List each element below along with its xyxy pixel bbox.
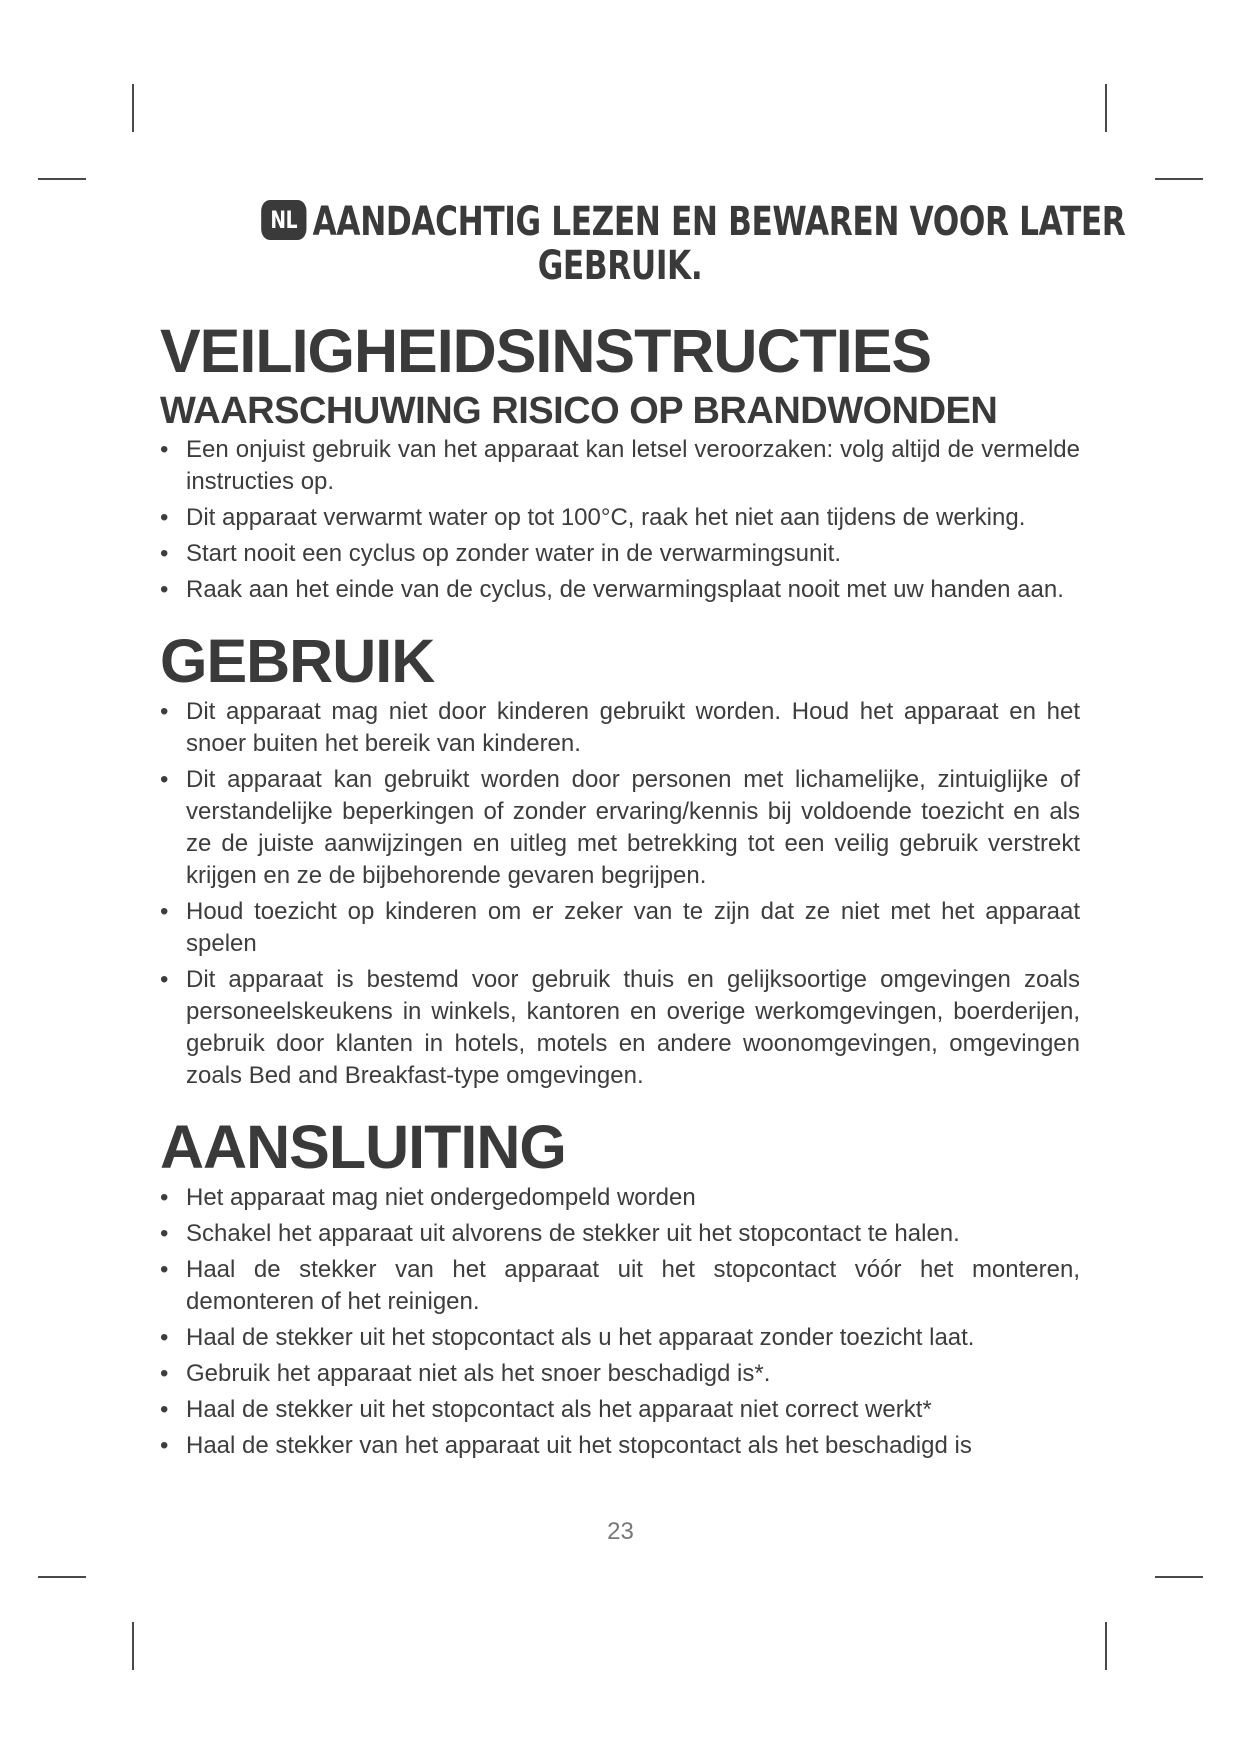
list-item [160,896,1080,960]
top-heading [261,199,1126,289]
list-item-text: Schakel het apparaat uit alvorens de stekker uit het stopcontact te halen. [186,1220,960,1247]
list-item-text: Een onjuist gebruik van het apparaat kan letsel veroorzaken: volg altijd de vermelde instructies op. [186,436,1080,495]
bullet-icon: • [160,436,169,463]
list-item-text: Dit apparaat verwarmt water op tot 100°C, raak het niet aan tijdens de werking. [186,504,1026,531]
crop-mark-top-left-horizontal [38,178,86,180]
usage-section [160,628,1080,1092]
list-item [160,1254,1080,1318]
list-item [160,696,1080,760]
top-heading-text-1: AANDACHTIG LEZEN EN BEWAREN VOOR LATER [312,199,1126,245]
crop-mark-top-right-horizontal [1155,178,1203,180]
bullet-icon: • [160,1324,169,1351]
safety-section [160,318,1080,606]
bullet-icon: • [160,504,169,531]
connection-title: AANSLUITING [160,1113,566,1181]
bullet-icon: • [160,1432,169,1459]
top-heading-line-2: GEBRUIK. [537,243,703,289]
bullet-icon: • [160,698,169,725]
list-item-text: Haal de stekker van het apparaat uit het stopcontact als het beschadigd is [186,1432,972,1459]
list-item [160,574,1080,606]
list-item [160,1394,1080,1426]
bullet-icon: • [160,1184,169,1211]
top-heading-line-1 [261,199,1126,245]
list-item [160,502,1080,534]
list-item [160,538,1080,570]
crop-mark-bottom-left-vertical [132,1622,134,1670]
list-item [160,764,1080,892]
list-item-text: Dit apparaat is bestemd voor gebruik thuis en gelijksoortige omgevingen zoals personeelskeukens in winkels, kantoren en overige werkomgevingen, boerderijen, gebruik door klanten in hotels, motels en andere woonomgevingen, omgevingen zoals Bed and Breakfast-type omgevingen. [186,966,1080,1089]
list-item [160,964,1080,1092]
list-item-text: Dit apparaat kan gebruikt worden door personen met lichamelijke, zintuiglijke of verstandelijke beperkingen of zonder ervaring/kennis bij voldoende toezicht en als ze de juiste aanwijzingen en uitleg met betrekking tot een veilig gebruik verstrekt krijgen en ze de bijbehorende gevaren begrijpen. [186,766,1080,889]
list-item [160,434,1080,498]
usage-list [160,696,1080,1092]
safety-title: VEILIGHEIDSINSTRUCTIES [160,317,932,385]
bullet-icon: • [160,1256,169,1283]
list-item-text: Start nooit een cyclus op zonder water in de verwarmingsunit. [186,540,841,567]
page-number: 23 [607,1518,634,1545]
bullet-icon: • [160,898,169,925]
list-item-text: Gebruik het apparaat niet als het snoer beschadigd is*. [186,1360,771,1387]
bullet-icon: • [160,1396,169,1423]
list-item-text: Raak aan het einde van de cyclus, de verwarmingsplaat nooit met uw handen aan. [186,576,1064,603]
bullet-icon: • [160,540,169,567]
list-item [160,1358,1080,1390]
crop-mark-bottom-right-vertical [1105,1622,1107,1670]
bullet-icon: • [160,1360,169,1387]
list-item [160,1430,1080,1462]
crop-mark-bottom-right-horizontal [1155,1576,1203,1578]
crop-mark-bottom-left-horizontal [38,1576,86,1578]
crop-mark-top-left-vertical [132,84,134,132]
bullet-icon: • [160,766,169,793]
page-content [160,199,1126,1466]
list-item-text: Houd toezicht op kinderen om er zeker van te zijn dat ze niet met het apparaat spelen [186,898,1080,957]
language-badge: NL [261,200,306,240]
list-item-text: Haal de stekker uit het stopcontact als het apparaat niet correct werkt* [186,1396,932,1423]
bullet-icon: • [160,1220,169,1247]
list-item [160,1322,1080,1354]
list-item-text: Dit apparaat mag niet door kinderen gebruikt worden. Houd het apparaat en het snoer buiten het bereik van kinderen. [186,698,1080,757]
list-item-text: Haal de stekker van het apparaat uit het stopcontact vóór het monteren, demonteren of het reinigen. [186,1256,1080,1315]
list-item-text: Het apparaat mag niet ondergedompeld worden [186,1184,696,1211]
safety-list [160,434,1080,606]
list-item [160,1218,1080,1250]
bullet-icon: • [160,576,169,603]
connection-list [160,1182,1080,1462]
connection-section [160,1114,1080,1462]
crop-mark-top-right-vertical [1105,84,1107,132]
safety-subtitle: WAARSCHUWING RISICO OP BRANDWONDEN [160,390,998,432]
usage-title: GEBRUIK [160,627,435,695]
list-item-text: Haal de stekker uit het stopcontact als u het apparaat zonder toezicht laat. [186,1324,975,1351]
bullet-icon: • [160,966,169,993]
list-item [160,1182,1080,1214]
